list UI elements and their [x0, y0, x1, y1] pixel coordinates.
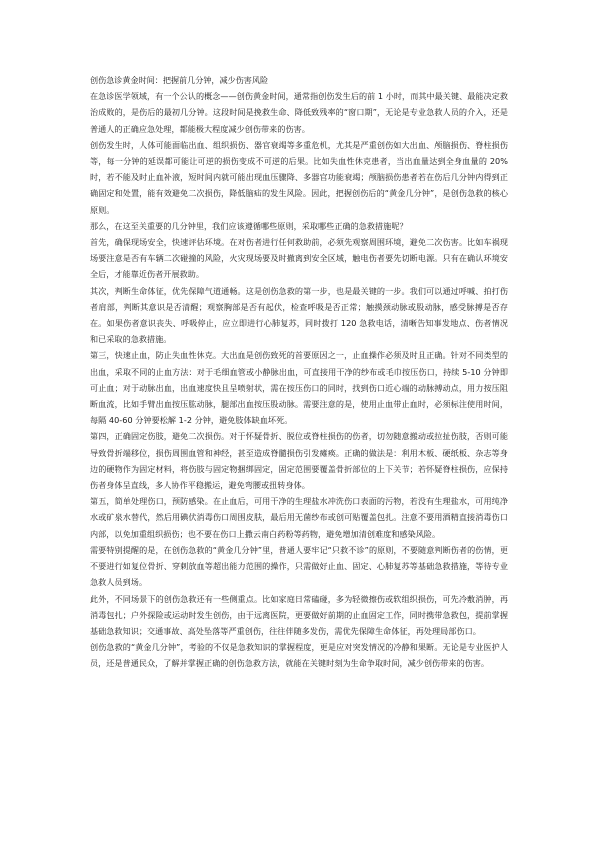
paragraph: 首先，确保现场安全，快速评估环境。在对伤者进行任何救助前，必须先观察周围环境，避免二次伤害。比如车祸现场要注意是否有车辆二次碰撞的风险，火灾现场要及时撤离到安全区域，触电伤者要先切断电源。只有在确认环境安全后，才能靠近伤者开展救助。 [90, 237, 508, 280]
paragraph: 此外，不同场景下的创伤急救还有一些侧重点。比如家庭日常磕碰，多为轻微擦伤或软组织损伤，可先冷敷消肿，再消毒包扎；户外探险或运动时发生创伤，由于远离医院，更要做好前期的止血固定工作，同时携带急救包，提前掌握基础急救知识；交通事故、高处坠落等严重创伤，往往伴随多发伤，需优先保障生命体征，再处理局部伤口。 [90, 593, 508, 636]
paragraph: 其次，判断生命体征，优先保障气道通畅。这是创伤急救的第一步，也是最关键的一步。我们可以通过呼喊、拍打伤者肩部，判断其意识是否清醒；观察胸部是否有起伏，检查呼吸是否正常；触摸颈动脉或股动脉，感受脉搏是否存在。如果伤者意识丧失、呼吸停止，应立即进行心肺复苏，同时拨打 120 急救电话，清晰告知事发地点、伤者情况和已采取的急救措施。 [90, 285, 508, 345]
paragraph: 第四，正确固定伤肢，避免二次损伤。对于怀疑骨折、脱位或脊柱损伤的伤者，切勿随意搬动或拉扯伤肢，否则可能导致骨折端移位，损伤周围血管和神经，甚至造成脊髓损伤引发瘫痪。正确的做法是：利用木板、硬纸板、杂志等身边的硬物作为固定材料，将伤肢与固定物捆绑固定，固定范围要覆盖骨折部位的上下关节；若怀疑脊柱损伤，应保持伤者身体呈直线，多人协作平稳搬运，避免弯腰或扭转身体。 [90, 431, 508, 491]
paragraph: 第三，快速止血，防止失血性休克。大出血是创伤致死的首要原因之一，止血操作必须及时且正确。针对不同类型的出血，采取不同的止血方法：对于毛细血管或小静脉出血，可直接用干净的纱布或毛巾按压伤口，持续 5-10 分钟即可止血；对于动脉出血，出血速度快且呈喷射状，需在按压伤口的同时，找到伤口近心端的动脉搏动点，用力按压阻断血流，比如手臂出血按压肱动脉，腿部出血按压股动脉。需要注意的是，使用止血带止血时，必须标注使用时间，每隔 40-60 分钟要松解 1-2 分钟，避免肢体缺血坏死。 [90, 350, 508, 426]
paragraph: 第五，简单处理伤口，预防感染。在止血后，可用干净的生理盐水冲洗伤口表面的污物，若没有生理盐水，可用纯净水或矿泉水替代，然后用碘伏消毒伤口周围皮肤，最后用无菌纱布或创可贴覆盖包扎。注意不要用酒精直接消毒伤口内部，以免加重组织损伤；也不要在伤口上撒云南白药粉等药物，避免增加清创难度和感染风险。 [90, 496, 508, 539]
paragraph: 创伤急救的“黄金几分钟”，考验的不仅是急救知识的掌握程度，更是应对突发情况的冷静和果断。无论是专业医护人员，还是普通民众，了解并掌握正确的创伤急救方法，就能在关键时刻为生命争取时间，减少创伤带来的伤害。 [90, 642, 508, 669]
paragraph: 那么，在这至关重要的几分钟里，我们应该遵循哪些原则，采取哪些正确的急救措施呢？ [90, 220, 408, 231]
document-page [90, 72, 508, 672]
paragraph: 需要特别提醒的是，在创伤急救的“黄金几分钟”里，普通人要牢记“只救不诊”的原则，不要随意判断伤者的伤情，更不要进行如复位骨折、穿刺放血等超出能力范围的操作，只需做好止血、固定、心肺复苏等基础急救措施，等待专业急救人员到场。 [90, 544, 508, 588]
paragraph: 在急诊医学领域，有一个公认的概念——创伤黄金时间，通常指创伤发生后的前 1 小时，而其中最关键、最能决定救治成败的，是伤后的最初几分钟。这段时间是挽救生命、降低致残率的“窗口期”，无论是专业急救人员的介入，还是普通人的正确应急处理，都能极大程度减少创伤带来的伤害。 [90, 91, 508, 134]
paragraph: 创伤发生时，人体可能面临出血、组织损伤、器官衰竭等多重危机，尤其是严重创伤如大出血、颅脑损伤、脊柱损伤等，每一分钟的延误都可能让可逆的损伤变成不可逆的后果。比如失血性休克患者，当出血量达到全身血量的 20%时，若不能及时止血补液，短时间内就可能出现血压骤降、多器官功能衰竭；颅脑损伤患者若在伤后几分钟内得到正确固定和处置，能有效避免二次损伤，降低脑疝的发生风险。因此，把握创伤后的“黄金几分钟”，是创伤急救的核心原则。 [90, 139, 508, 215]
document-title: 创伤急诊黄金时间：把握前几分钟，减少伤害风险 [90, 75, 269, 85]
